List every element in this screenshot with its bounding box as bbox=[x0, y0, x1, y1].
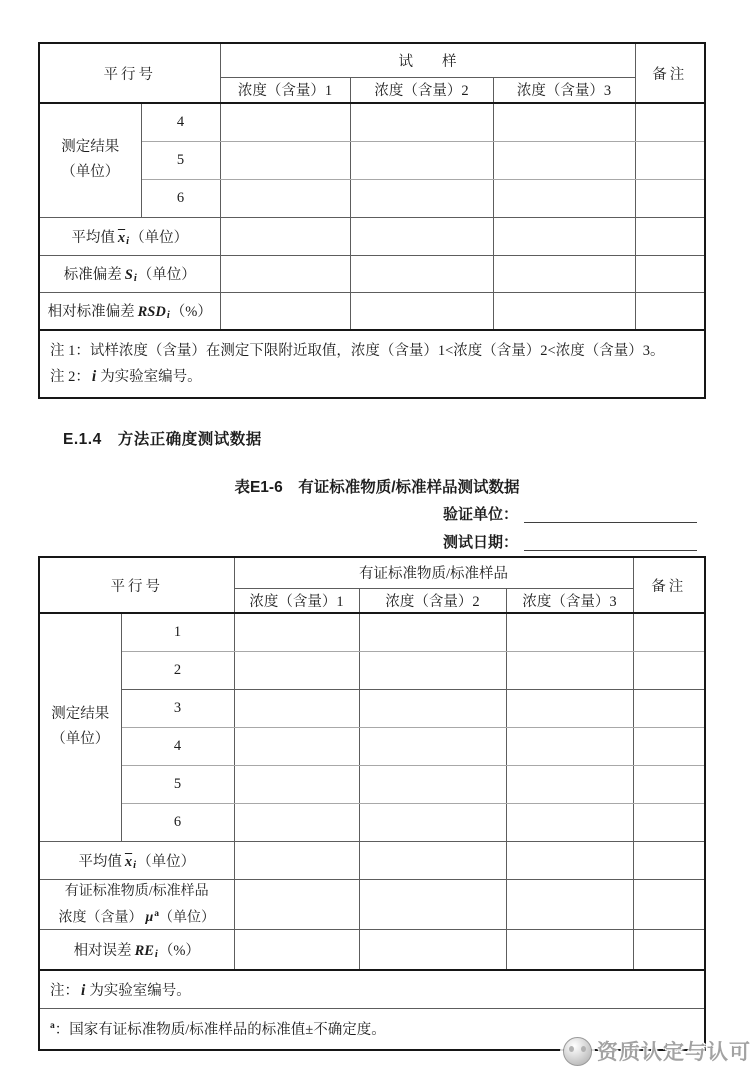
blank-cell bbox=[350, 255, 493, 292]
mean-symbol: $\overline{x}$ bbox=[124, 853, 133, 870]
t1-row-number: 5 bbox=[141, 141, 220, 179]
t1-notes-cell bbox=[39, 330, 705, 398]
blank-cell bbox=[234, 727, 359, 765]
rsd-subscript: i bbox=[166, 310, 170, 322]
t2-header-remark: 备注 bbox=[633, 557, 705, 613]
blank-cell bbox=[359, 689, 506, 727]
blank-cell bbox=[506, 841, 633, 879]
watermark bbox=[563, 1032, 751, 1070]
t1-header-parallel: 平行号 bbox=[39, 43, 220, 103]
verify-unit-label: 验证单位： bbox=[442, 506, 518, 523]
t1-header-remark: 备注 bbox=[635, 43, 705, 103]
t2-header-conc1: 浓度（含量）1 bbox=[234, 588, 359, 613]
blank-cell bbox=[234, 803, 359, 841]
blank-cell bbox=[234, 689, 359, 727]
form-blanks bbox=[443, 503, 697, 559]
blank-cell bbox=[506, 727, 633, 765]
blank-cell bbox=[350, 179, 493, 217]
blank-cell bbox=[633, 841, 705, 879]
section-heading: E.1.4 方法正确度测试数据 bbox=[63, 431, 262, 448]
blank-cell bbox=[234, 841, 359, 879]
crm-label-line1: 有证标准物质/标准样品 bbox=[64, 883, 209, 899]
blank-cell bbox=[506, 930, 633, 970]
t1-result-label-line2: （单位） bbox=[61, 164, 120, 181]
verify-unit-blank-line bbox=[524, 503, 697, 523]
mean-label-text: 平均值 bbox=[78, 853, 122, 870]
sample-test-data-table bbox=[38, 42, 706, 399]
blank-cell bbox=[493, 141, 635, 179]
rsd-unit-text: （%） bbox=[170, 304, 212, 321]
t2-row-number: 6 bbox=[121, 803, 234, 841]
t1-header-group-sample: 试 样 bbox=[220, 43, 635, 77]
t2-result-label-line2: （单位） bbox=[51, 731, 110, 748]
t2-mean-row-label bbox=[39, 841, 234, 879]
crm-unit-text: （单位） bbox=[159, 910, 216, 926]
blank-cell bbox=[506, 689, 633, 727]
blank-cell bbox=[506, 613, 633, 651]
t1-mean-row-label bbox=[39, 217, 220, 255]
t2-note-prefix: 注： bbox=[50, 982, 79, 999]
blank-cell bbox=[633, 930, 705, 970]
t1-header-conc1: 浓度（含量）1 bbox=[220, 77, 350, 103]
t1-result-label-line1: 测定结果 bbox=[61, 139, 120, 156]
blank-cell bbox=[635, 255, 705, 292]
mean-unit-text: （单位） bbox=[137, 853, 196, 870]
blank-cell bbox=[493, 179, 635, 217]
blank-cell bbox=[234, 765, 359, 803]
re-label-text: 相对误差 bbox=[73, 942, 132, 959]
blank-cell bbox=[635, 141, 705, 179]
verify-unit-row bbox=[443, 503, 697, 531]
blank-cell bbox=[633, 765, 705, 803]
table-title: 表E1-6 有证标准物质/标准样品测试数据 bbox=[234, 479, 520, 496]
blank-cell bbox=[350, 103, 493, 141]
blank-cell bbox=[493, 255, 635, 292]
blank-cell bbox=[633, 727, 705, 765]
blank-cell bbox=[359, 841, 506, 879]
blank-cell bbox=[234, 930, 359, 970]
sd-subscript: i bbox=[133, 273, 137, 284]
t1-header-conc2: 浓度（含量）2 bbox=[350, 77, 493, 103]
t2-header-conc2: 浓度（含量）2 bbox=[359, 588, 506, 613]
t1-rsd-row-label bbox=[39, 292, 220, 330]
blank-cell bbox=[633, 613, 705, 651]
crm-mu-symbol: μ bbox=[145, 910, 154, 926]
blank-cell bbox=[635, 179, 705, 217]
t1-note2-prefix: 注 2： bbox=[50, 369, 90, 385]
t1-note2 bbox=[50, 364, 694, 390]
t2-result-label-line1: 测定结果 bbox=[51, 706, 110, 723]
blank-cell bbox=[220, 217, 350, 255]
blank-cell bbox=[220, 103, 350, 141]
blank-cell bbox=[633, 651, 705, 689]
t1-row-number: 4 bbox=[141, 103, 220, 141]
blank-cell bbox=[220, 255, 350, 292]
t2-note-text: 为实验室编号。 bbox=[89, 982, 191, 999]
crm-test-data-table bbox=[38, 556, 706, 1051]
t2-note-cell bbox=[39, 970, 705, 1009]
blank-cell bbox=[506, 765, 633, 803]
blank-cell bbox=[359, 765, 506, 803]
mean-label-text: 平均值 bbox=[71, 229, 115, 246]
t2-result-group-label bbox=[39, 613, 121, 841]
blank-cell bbox=[350, 292, 493, 330]
re-unit-text: （%） bbox=[158, 942, 200, 959]
blank-cell bbox=[633, 689, 705, 727]
rsd-label-text: 相对标准偏差 bbox=[47, 304, 135, 321]
mean-subscript: i bbox=[133, 859, 137, 871]
t2-re-row-label bbox=[39, 930, 234, 970]
t2-header-parallel: 平行号 bbox=[39, 557, 234, 613]
blank-cell bbox=[635, 217, 705, 255]
blank-cell bbox=[633, 803, 705, 841]
mean-subscript: i bbox=[126, 235, 130, 247]
blank-cell bbox=[359, 930, 506, 970]
re-symbol: RE bbox=[134, 942, 154, 959]
mean-symbol: $\overline{x}$ bbox=[117, 229, 126, 246]
blank-cell bbox=[493, 103, 635, 141]
t2-row-number: 3 bbox=[121, 689, 234, 727]
footnote-text: ：国家有证标准物质/标准样品的标准值±不确定度。 bbox=[54, 1022, 386, 1039]
t1-row-number: 6 bbox=[141, 179, 220, 217]
blank-cell bbox=[359, 651, 506, 689]
blank-cell bbox=[493, 217, 635, 255]
crm-superscript-a: a bbox=[154, 908, 160, 919]
blank-cell bbox=[359, 803, 506, 841]
t1-header-conc3: 浓度（含量）3 bbox=[493, 77, 635, 103]
t2-crm-row-label bbox=[39, 879, 234, 930]
t1-note2-symbol: i bbox=[91, 368, 97, 385]
sd-label-text: 标准偏差 bbox=[63, 267, 122, 283]
blank-cell bbox=[359, 879, 506, 930]
blank-cell bbox=[220, 179, 350, 217]
test-date-row bbox=[443, 531, 697, 559]
mean-unit-text: （单位） bbox=[130, 229, 189, 246]
crm-label-line2 bbox=[44, 903, 230, 930]
t1-sd-row-label bbox=[39, 255, 220, 292]
rsd-symbol: RSD bbox=[137, 304, 166, 321]
blank-cell bbox=[493, 292, 635, 330]
t1-result-group-label bbox=[39, 103, 141, 217]
test-date-label: 测试日期： bbox=[442, 534, 518, 551]
sd-unit-text: （单位） bbox=[137, 267, 196, 283]
blank-cell bbox=[633, 879, 705, 930]
footnote-superscript-a: a bbox=[50, 1021, 55, 1032]
blank-cell bbox=[350, 141, 493, 179]
blank-cell bbox=[506, 879, 633, 930]
t2-row-number: 4 bbox=[121, 727, 234, 765]
blank-cell bbox=[359, 727, 506, 765]
watermark-logo-icon bbox=[563, 1037, 592, 1066]
t2-header-group-crm: 有证标准物质/标准样品 bbox=[234, 557, 633, 588]
blank-cell bbox=[234, 879, 359, 930]
t1-note2-text: 为实验室编号。 bbox=[100, 369, 202, 385]
crm-line2-prefix: 浓度（含量） bbox=[58, 910, 143, 926]
blank-cell bbox=[234, 613, 359, 651]
t1-note1: 注 1：试样浓度（含量）在测定下限附近取值，浓度（含量）1<浓度（含量）2<浓度（含量）3。 bbox=[50, 343, 665, 359]
test-date-blank-line bbox=[524, 531, 697, 551]
t2-note-symbol: i bbox=[81, 981, 86, 999]
t2-header-conc3: 浓度（含量）3 bbox=[506, 588, 633, 613]
watermark-text: 资质认定与认可 bbox=[597, 1041, 751, 1064]
t2-row-number: 1 bbox=[121, 613, 234, 651]
t2-row-number: 2 bbox=[121, 651, 234, 689]
blank-cell bbox=[506, 803, 633, 841]
blank-cell bbox=[359, 613, 506, 651]
blank-cell bbox=[234, 651, 359, 689]
blank-cell bbox=[635, 103, 705, 141]
blank-cell bbox=[220, 292, 350, 330]
blank-cell bbox=[220, 141, 350, 179]
t2-row-number: 5 bbox=[121, 765, 234, 803]
blank-cell bbox=[506, 651, 633, 689]
blank-cell bbox=[635, 292, 705, 330]
re-subscript: i bbox=[154, 948, 158, 960]
blank-cell bbox=[350, 217, 493, 255]
sd-symbol: S bbox=[124, 267, 133, 283]
